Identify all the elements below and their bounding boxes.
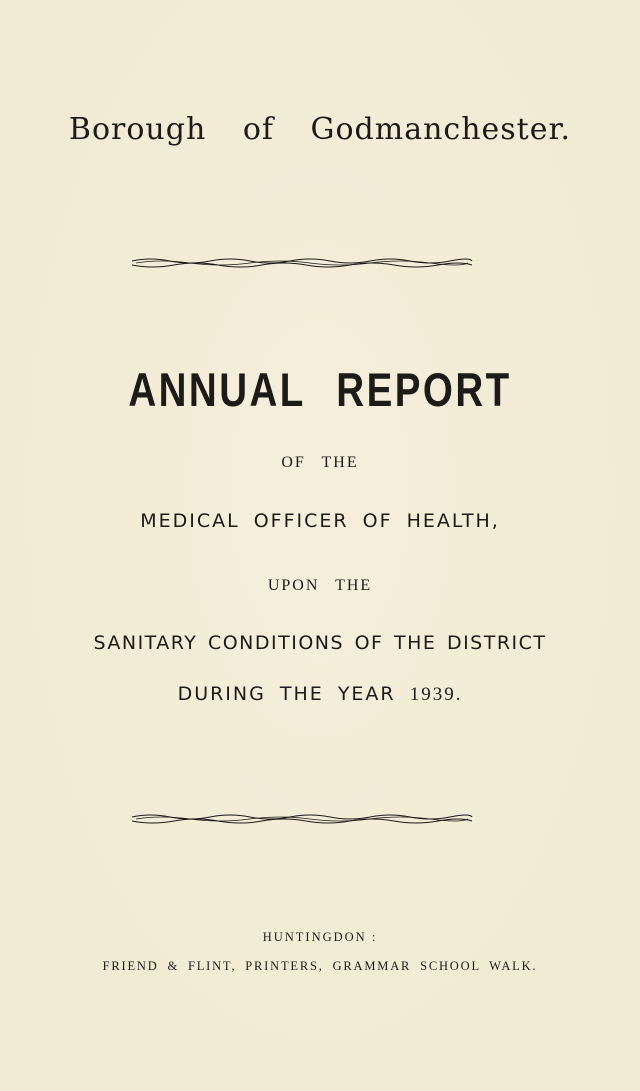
conditions-line: SANITARY CONDITIONS OF THE DISTRICT — [93, 632, 547, 654]
officer-line: MEDICAL OFFICER OF HEALTH, — [140, 510, 500, 532]
report-year: 1939. — [409, 684, 463, 705]
report-title: ANNUAL REPORT — [128, 363, 512, 416]
borough-heading: Borough of Godmanchester. — [68, 112, 572, 147]
imprint-printer: FRIEND & FLINT, PRINTERS, GRAMMAR SCHOOL WALK. — [102, 959, 538, 973]
upon-the-line: UPON THE — [267, 577, 373, 594]
during-year-line — [0, 683, 640, 706]
imprint-place: HUNTINGDON : — [262, 930, 378, 944]
of-the-line: OF THE — [281, 454, 359, 471]
during-prefix: DURING THE YEAR — [177, 683, 396, 705]
ornamental-rule-bottom — [130, 811, 474, 827]
ornamental-rule-top — [130, 255, 474, 271]
